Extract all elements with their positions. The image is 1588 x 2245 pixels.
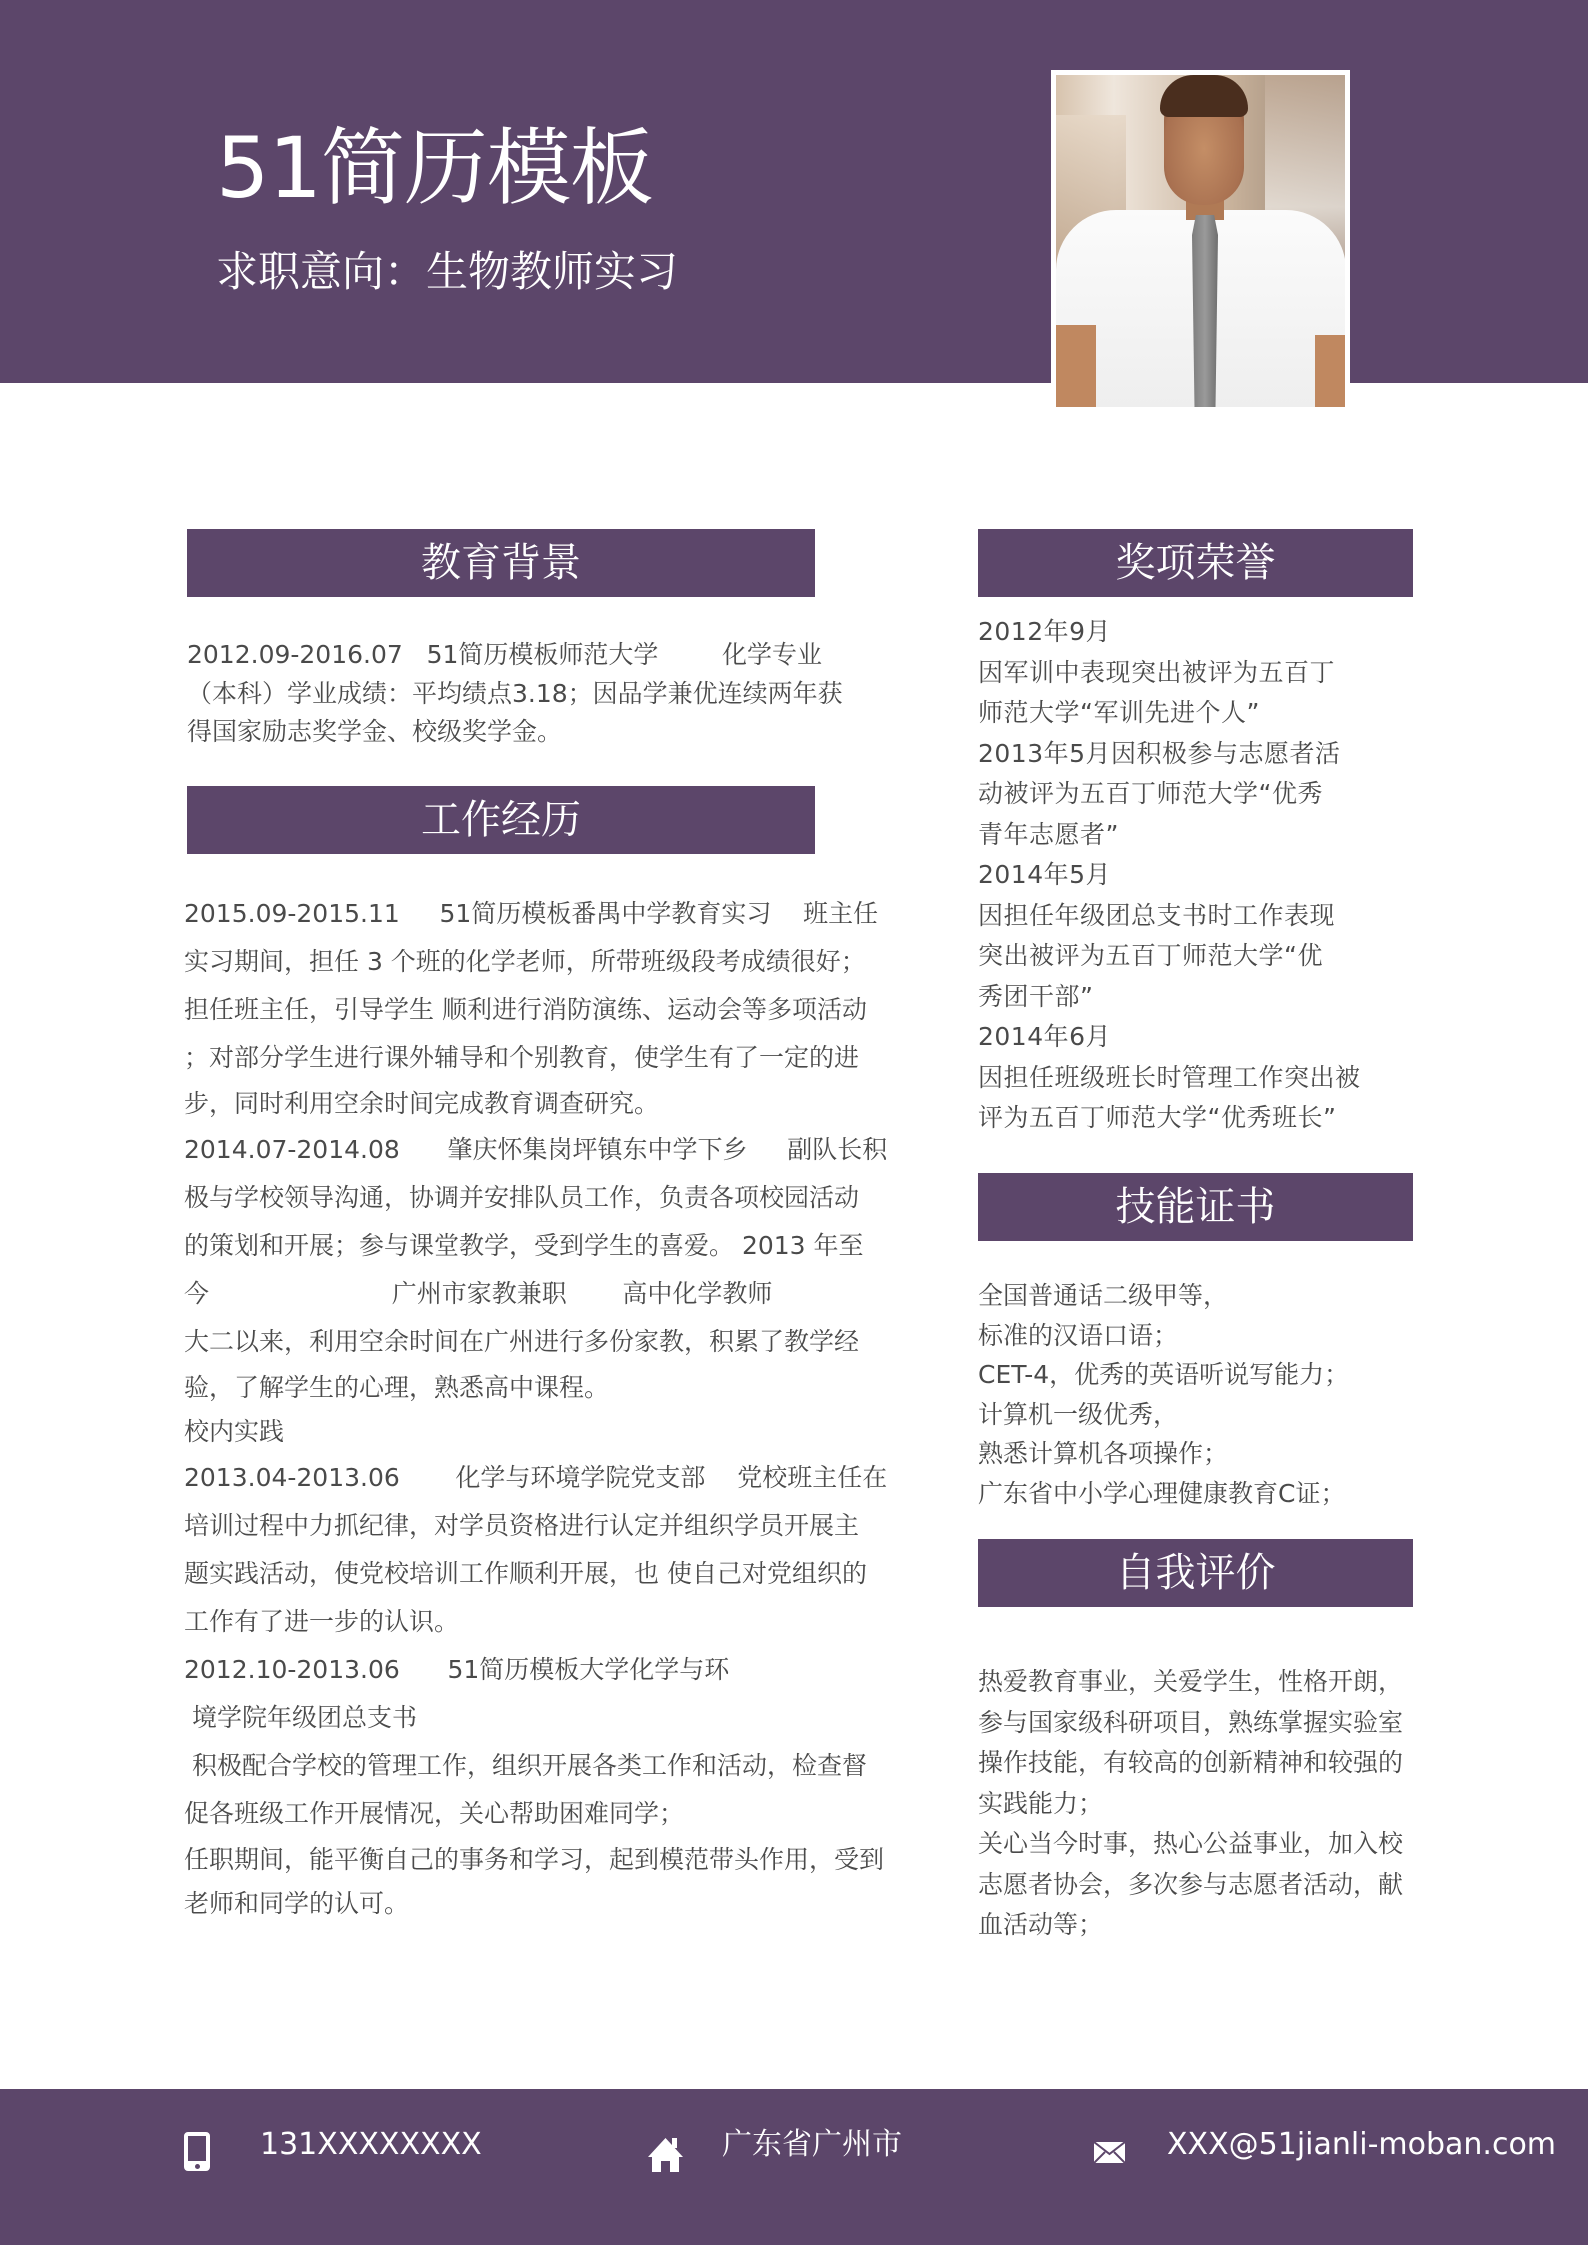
- award-line: 2013年5月因积极参与志愿者活: [978, 738, 1341, 768]
- work-line: 积极配合学校的管理工作，组织开展各类工作和活动，检查督: [184, 1751, 867, 1780]
- section-header-education: 教育背景: [187, 529, 815, 597]
- profile-photo-frame: [1051, 70, 1350, 407]
- work-line: 大二以来，利用空余时间在广州进行多份家教，积累了教学经: [184, 1327, 860, 1356]
- skills-content: [978, 1276, 1418, 1514]
- self-evaluation-line: 志愿者协会，多次参与志愿者活动，献: [978, 1869, 1404, 1899]
- self-evaluation-line: 操作技能，有较高的创新精神和较强的: [978, 1748, 1404, 1777]
- work-line: 培训过程中力抓纪律，对学员资格进行认定并组织学员开展主: [184, 1511, 860, 1540]
- award-line: 评为五百丁师范大学“优秀班长”: [978, 1103, 1337, 1132]
- skill-line: 标准的汉语口语；: [978, 1320, 1179, 1350]
- self-evaluation-line: 关心当今时事，热心公益事业，加入校: [978, 1829, 1404, 1858]
- contact-footer: [0, 2089, 1588, 2245]
- candidate-name: 51简历模板: [216, 119, 653, 217]
- skill-line: 全国普通话二级甲等，: [978, 1281, 1229, 1310]
- phone-number: 131XXXXXXXX: [260, 2127, 482, 2162]
- award-line: 2014年6月: [978, 1022, 1112, 1051]
- award-line: 秀团干部”: [978, 981, 1094, 1011]
- self-evaluation-line: 热爱教育事业，关爱学生，性格开朗，: [978, 1667, 1404, 1696]
- mail-icon: [1094, 2142, 1125, 2163]
- education-line: 得国家励志奖学金、校级奖学金。: [187, 717, 563, 746]
- skill-line: 广东省中小学心理健康教育C证；: [978, 1478, 1346, 1508]
- work-line: 2015.09-2015.11 51简历模板番禺中学教育实习 班主任: [184, 899, 879, 928]
- address: 广东省广州市: [722, 2127, 902, 2162]
- work-line: 今 广州市家教兼职 高中化学教师: [184, 1279, 773, 1308]
- work-line: 验，了解学生的心理，熟悉高中课程。: [184, 1373, 610, 1402]
- work-line: 校内实践: [184, 1417, 285, 1446]
- award-line: 因担任班级班长时管理工作突出被: [978, 1062, 1361, 1092]
- profile-photo: [1056, 75, 1345, 407]
- section-header-work: 工作经历: [187, 786, 815, 854]
- work-line: 任职期间，能平衡自己的事务和学习，起到模范带头作用，受到: [184, 1845, 885, 1874]
- work-line: 的策划和开展；参与课堂教学，受到学生的喜爱。 2013 年至: [184, 1231, 864, 1260]
- work-line: 工作有了进一步的认识。: [184, 1607, 460, 1636]
- education-content: [187, 636, 847, 752]
- self-evaluation-content: [978, 1662, 1418, 1946]
- self-evaluation-line: 血活动等；: [978, 1910, 1104, 1939]
- section-header-self-evaluation: 自我评价: [978, 1539, 1413, 1607]
- email-address: XXX@51jianli-moban.com: [1167, 2127, 1557, 2162]
- section-header-awards: 奖项荣誉: [978, 529, 1413, 597]
- award-line: 2012年9月: [978, 617, 1112, 646]
- work-line: 2013.04-2013.06 化学与环境学院党支部 党校班主任在: [184, 1463, 888, 1492]
- award-line: 突出被评为五百丁师范大学“优: [978, 941, 1323, 970]
- award-line: 2014年5月: [978, 860, 1112, 889]
- section-header-skills: 技能证书: [978, 1173, 1413, 1241]
- work-line: 实习期间，担任 3 个班的化学老师，所带班级段考成绩很好；: [184, 947, 866, 976]
- self-evaluation-line: 实践能力；: [978, 1788, 1104, 1818]
- work-line: 2012.10-2013.06 51简历模板大学化学与环: [184, 1655, 730, 1684]
- home-icon: [648, 2137, 683, 2172]
- education-line: 2012.09-2016.07 51简历模板师范大学 化学专业: [187, 640, 823, 669]
- award-line: 青年志愿者”: [978, 819, 1119, 849]
- award-line: 因军训中表现突出被评为五百丁: [978, 657, 1336, 687]
- job-intent: 求职意向：生物教师实习: [216, 247, 679, 296]
- award-line: 因担任年级团总支书时工作表现: [978, 900, 1336, 930]
- skill-line: CET-4，优秀的英语听说写能力；: [978, 1360, 1350, 1390]
- work-line: 极与学校领导沟通，协调并安排队员工作，负责各项校园活动: [184, 1183, 860, 1212]
- awards-content: [978, 612, 1418, 1139]
- work-line: 题实践活动，使党校培训工作顺利开展，也 使自己对党组织的: [184, 1559, 867, 1588]
- work-line: 步，同时利用空余时间完成教育调查研究。: [184, 1089, 660, 1118]
- skill-line: 熟悉计算机各项操作；: [978, 1439, 1229, 1469]
- work-line: 2014.07-2014.08 肇庆怀集岗坪镇东中学下乡 副队长积: [184, 1135, 888, 1164]
- work-line: 促各班级工作开展情况，关心帮助困难同学；: [184, 1799, 685, 1828]
- phone-icon: [184, 2132, 210, 2171]
- education-line: （本科）学业成绩：平均绩点3.18；因品学兼优连续两年获: [187, 678, 843, 708]
- skill-line: 计算机一级优秀，: [978, 1399, 1179, 1429]
- award-line: 动被评为五百丁师范大学“优秀: [978, 779, 1323, 808]
- work-line: 境学院年级团总支书: [184, 1703, 417, 1732]
- work-line: 担任班主任，引导学生 顺利进行消防演练、运动会等多项活动: [184, 995, 867, 1024]
- work-content: [184, 890, 888, 1926]
- self-evaluation-line: 参与国家级科研项目，熟练掌握实验室: [978, 1707, 1404, 1737]
- work-line: ；对部分学生进行课外辅导和个别教育，使学生有了一定的进: [184, 1043, 860, 1072]
- award-line: 师范大学“军训先进个人”: [978, 698, 1260, 727]
- work-line: 老师和同学的认可。: [184, 1889, 410, 1918]
